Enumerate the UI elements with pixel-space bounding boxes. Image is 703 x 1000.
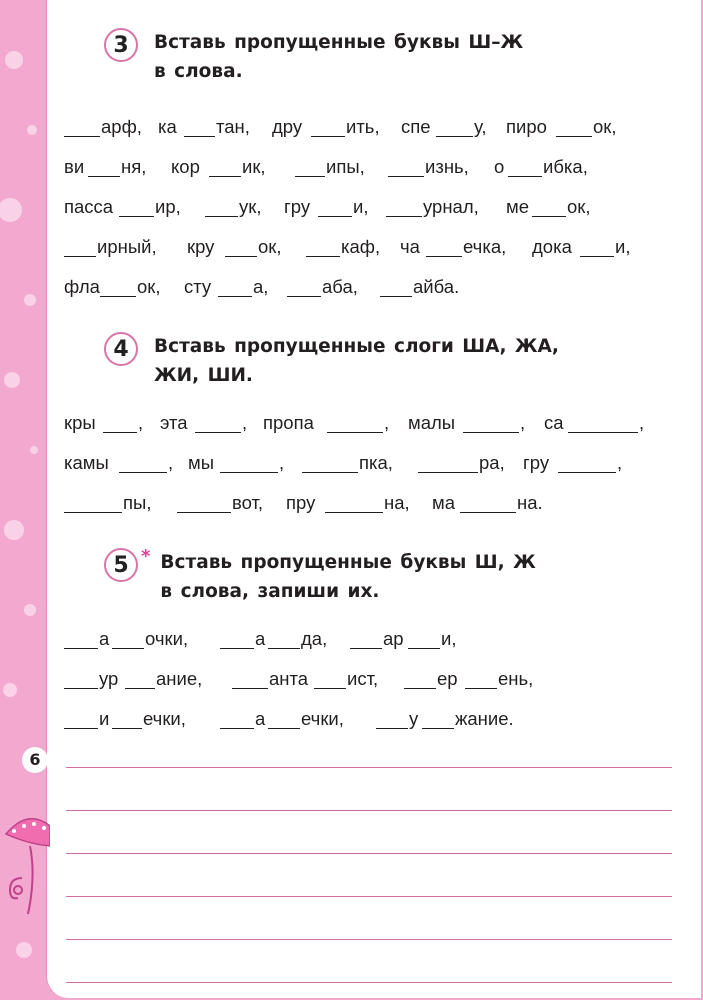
writing-line[interactable] (66, 767, 672, 768)
blank-fill-in[interactable] (209, 176, 241, 177)
blank-fill-in[interactable] (302, 472, 358, 473)
task-5-heading (104, 548, 536, 606)
word-fragment: на, (384, 492, 410, 513)
blank-fill-in[interactable] (460, 512, 516, 513)
word-fragment: ме (506, 196, 530, 217)
word-fragment: анта (269, 668, 309, 689)
word-fragment: очки, (145, 628, 189, 649)
blank-fill-in[interactable] (376, 728, 408, 729)
task-4-heading (104, 332, 559, 390)
word-fragment: тан, (216, 116, 250, 137)
blank-fill-in[interactable] (306, 256, 340, 257)
blank-fill-in[interactable] (568, 432, 638, 433)
blank-fill-in[interactable] (532, 216, 566, 217)
blank-fill-in[interactable] (580, 256, 614, 257)
word-fragment: , (138, 412, 144, 433)
word-fragment: гру (523, 452, 550, 473)
word-fragment: и, (353, 196, 369, 217)
blank-fill-in[interactable] (177, 512, 231, 513)
word-fragment: а, (253, 276, 269, 297)
blank-fill-in[interactable] (184, 136, 215, 137)
word-fragment: , (384, 412, 390, 433)
blank-fill-in[interactable] (556, 136, 592, 137)
word-fragment: ирный, (97, 236, 157, 257)
blank-fill-in[interactable] (422, 728, 454, 729)
task-number-badge: 4 (104, 332, 138, 366)
blank-fill-in[interactable] (325, 512, 383, 513)
blank-fill-in[interactable] (195, 432, 241, 433)
word-fragment: а (255, 628, 266, 649)
word-fragment: са (544, 412, 564, 433)
word-fragment: о (494, 156, 505, 177)
word-fragment: ма (432, 492, 456, 513)
blank-fill-in[interactable] (218, 296, 252, 297)
word-fragment: ир, (155, 196, 181, 217)
blank-fill-in[interactable] (314, 688, 346, 689)
word-fragment: ук, (239, 196, 262, 217)
word-fragment: ня, (121, 156, 147, 177)
word-fragment: ок, (567, 196, 591, 217)
blank-fill-in[interactable] (268, 648, 300, 649)
blank-fill-in[interactable] (64, 256, 96, 257)
page-number: 6 (22, 747, 48, 773)
blank-fill-in[interactable] (268, 728, 300, 729)
blank-fill-in[interactable] (404, 688, 436, 689)
word-fragment: , (639, 412, 645, 433)
blank-fill-in[interactable] (380, 296, 412, 297)
word-fragment: арф, (101, 116, 142, 137)
blank-fill-in[interactable] (408, 648, 440, 649)
blank-fill-in[interactable] (558, 472, 616, 473)
word-fragment: сту (184, 276, 212, 297)
word-fragment: , (242, 412, 248, 433)
blank-fill-in[interactable] (388, 176, 424, 177)
word-fragment: , (168, 452, 174, 473)
blank-fill-in[interactable] (88, 176, 120, 177)
task-title: Вставь пропущенные слоги ША, ЖА, ЖИ, ШИ. (154, 336, 559, 386)
blank-fill-in[interactable] (318, 216, 352, 217)
word-fragment: у (409, 708, 419, 729)
word-fragment: ур (99, 668, 119, 689)
blank-fill-in[interactable] (295, 176, 325, 177)
word-fragment: ить, (346, 116, 380, 137)
blank-fill-in[interactable] (463, 432, 519, 433)
task-number-badge: 5 (104, 548, 138, 582)
word-fragment: ар (383, 628, 404, 649)
blank-fill-in[interactable] (64, 728, 98, 729)
flower-illustration (0, 806, 50, 916)
word-fragment: аба, (322, 276, 358, 297)
word-fragment: ание, (156, 668, 203, 689)
blank-fill-in[interactable] (426, 256, 462, 257)
word-fragment: , (279, 452, 285, 473)
blank-fill-in[interactable] (119, 216, 154, 217)
blank-fill-in[interactable] (125, 688, 155, 689)
word-fragment: ер (437, 668, 458, 689)
blank-fill-in[interactable] (119, 472, 167, 473)
word-fragment: а (99, 628, 110, 649)
word-fragment: пру (286, 492, 316, 513)
blank-fill-in[interactable] (220, 728, 254, 729)
word-fragment: ра, (479, 452, 505, 473)
word-fragment: , (520, 412, 526, 433)
task-3-heading (104, 28, 523, 86)
blank-fill-in[interactable] (100, 296, 136, 297)
writing-line[interactable] (66, 810, 672, 811)
word-fragment: урнал, (423, 196, 479, 217)
word-fragment: ча (400, 236, 420, 257)
blank-fill-in[interactable] (350, 648, 382, 649)
word-fragment: ик, (242, 156, 266, 177)
word-fragment: жание. (455, 708, 514, 729)
word-fragment: ок, (593, 116, 617, 137)
blank-fill-in[interactable] (232, 688, 268, 689)
blank-fill-in[interactable] (64, 512, 122, 513)
word-fragment: фла (64, 276, 100, 297)
blank-fill-in[interactable] (465, 688, 497, 689)
blank-fill-in[interactable] (64, 136, 100, 137)
word-fragment: гру (284, 196, 311, 217)
blank-fill-in[interactable] (112, 648, 144, 649)
word-fragment: ок, (258, 236, 282, 257)
task-title: Вставь пропущенные буквы Ш, Ж в слова, запиши их. (160, 552, 536, 602)
word-fragment: ибка, (543, 156, 588, 177)
word-fragment: ви (64, 156, 85, 177)
word-fragment: ечка, (463, 236, 507, 257)
blank-fill-in[interactable] (64, 688, 98, 689)
blank-fill-in[interactable] (205, 216, 238, 217)
blank-fill-in[interactable] (327, 432, 383, 433)
word-fragment: дру (272, 116, 303, 137)
word-fragment: ок, (137, 276, 161, 297)
blank-fill-in[interactable] (311, 136, 345, 137)
word-fragment: изнь, (425, 156, 469, 177)
blank-fill-in[interactable] (418, 472, 478, 473)
word-fragment: ень, (498, 668, 534, 689)
word-fragment: пиро (506, 116, 547, 137)
blank-fill-in[interactable] (508, 176, 542, 177)
blank-fill-in[interactable] (220, 648, 254, 649)
writing-line[interactable] (66, 896, 672, 897)
word-fragment: у, (474, 116, 487, 137)
word-fragment: спе (401, 116, 431, 137)
word-fragment: дока (532, 236, 572, 257)
word-fragment: ечки, (301, 708, 344, 729)
blank-fill-in[interactable] (64, 648, 98, 649)
word-fragment: ечки, (143, 708, 186, 729)
writing-line[interactable] (66, 982, 672, 983)
blank-fill-in[interactable] (436, 136, 473, 137)
writing-line[interactable] (66, 939, 672, 940)
word-fragment: малы (408, 412, 456, 433)
word-fragment: и, (615, 236, 631, 257)
word-fragment: , (617, 452, 623, 473)
word-fragment: камы (64, 452, 109, 473)
task-number-badge: 3 (104, 28, 138, 62)
word-fragment: да, (301, 628, 328, 649)
word-fragment: ист, (347, 668, 379, 689)
word-fragment: пы, (123, 492, 152, 513)
blank-fill-in[interactable] (225, 256, 257, 257)
word-fragment: ипы, (326, 156, 365, 177)
word-fragment: айба. (413, 276, 460, 297)
blank-fill-in[interactable] (103, 432, 137, 433)
word-fragment: пка, (359, 452, 393, 473)
word-fragment: и (99, 708, 110, 729)
blank-fill-in[interactable] (112, 728, 142, 729)
word-fragment: кру (187, 236, 215, 257)
word-fragment: пасса (64, 196, 114, 217)
word-fragment: а (255, 708, 266, 729)
word-fragment: вот, (232, 492, 264, 513)
word-fragment: и, (441, 628, 457, 649)
word-fragment: кры (64, 412, 96, 433)
blank-fill-in[interactable] (287, 296, 321, 297)
word-fragment: пропа (263, 412, 314, 433)
difficulty-star-icon: * (141, 546, 151, 567)
task-title: Вставь пропущенные буквы Ш–Ж в слова. (154, 32, 524, 82)
blank-fill-in[interactable] (220, 472, 278, 473)
word-fragment: эта (160, 412, 188, 433)
word-fragment: кор (171, 156, 200, 177)
word-fragment: ка (158, 116, 177, 137)
writing-line[interactable] (66, 853, 672, 854)
blank-fill-in[interactable] (386, 216, 422, 217)
word-fragment: мы (188, 452, 215, 473)
word-fragment: на. (517, 492, 543, 513)
word-fragment: каф, (341, 236, 381, 257)
